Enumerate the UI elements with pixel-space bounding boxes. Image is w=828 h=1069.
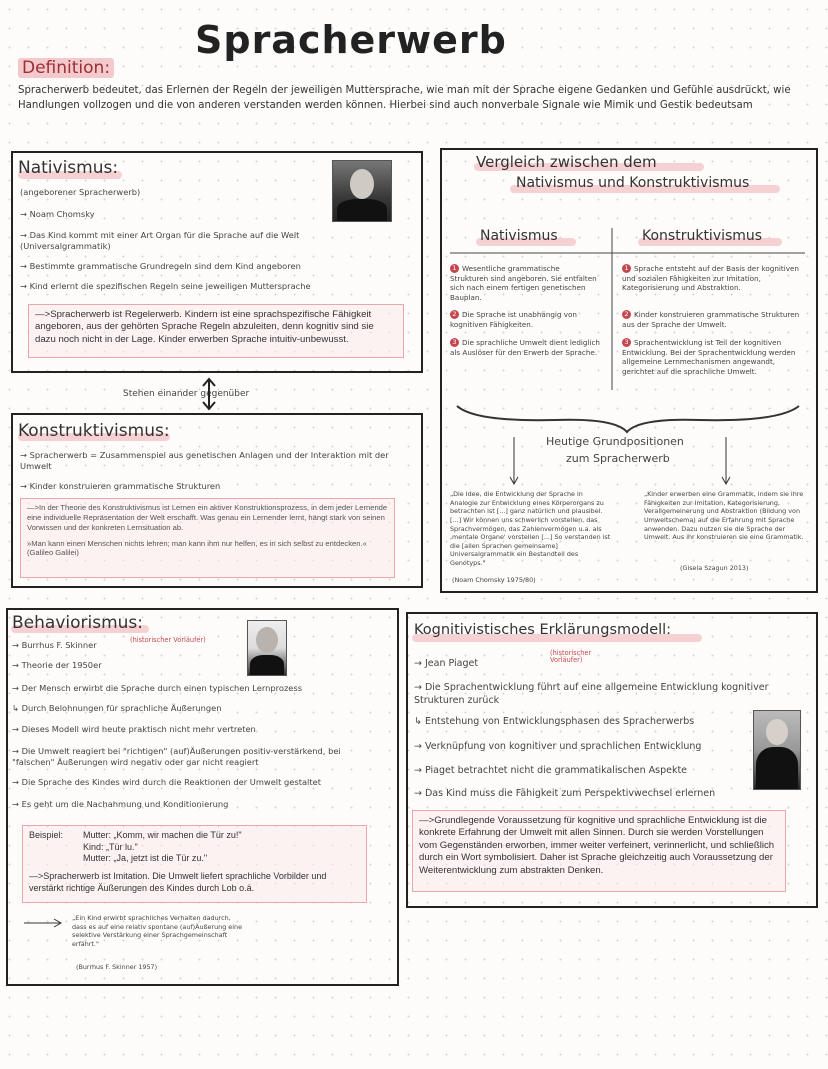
down-arrow-icon xyxy=(720,437,732,487)
skinner-portrait xyxy=(247,620,287,676)
kognitiv-note: —>Grundlegende Voraussetzung für kognitive und sprachliche Entwicklung ist die konkrete Erfahrung der Umwelt mit allen Sinnen. Durch sie werden Vorstellungen vom Gegenständen erworben, immer weiter verfeinert, verinnerlicht, und schließlich durch ein Wort symbolisiert. Daher ist Sprache gleichzeitig auch Voraussetzung der Weiterentwicklung zum abstrakten Denken. xyxy=(412,810,786,892)
behaviorismus-item: → Burrhus F. Skinner xyxy=(12,640,97,650)
konstruktivismus-note-text: —>In der Theorie des Konstruktivismus ist Lernen ein aktiver Konstruktionsprozess, in dem jeder Lernende eine individuelle Repräsentation der Welt erschafft. Was genau ein Lernender lernt, hängt stark von seinen Vorwissen und der konkreten Lernsituation ab. xyxy=(27,503,388,532)
double-arrow-icon xyxy=(200,376,218,412)
konstruktivismus-item: → Spracherwerb = Zusammenspiel aus genetischen Anlagen und der Interaktion mit der Umwelt xyxy=(20,450,389,472)
skinner-quote: „Ein Kind erwirbt sprachliches Verhalten dadurch, dass es auf eine relativ spontane (auf)Äußerung eine selektive Verstärkung einer Sprachgemeinschaft erfährt." xyxy=(72,914,242,948)
heutige-title-2: zum Spracherwerb xyxy=(566,452,670,465)
definition-text: Spracherwerb bedeutet, das Erlernen der Regeln der jeweiligen Muttersprache, wie man mit der Sprache eigene Gedanken und Gefühle ausdrückt, wie Handlungen vollzogen und die von anderen verstanden werden können. Hierbei sind auch nonverbale Signale wie Mimik und Gestik bedeutsam xyxy=(18,85,791,112)
nativismus-item: → Noam Chomsky xyxy=(20,209,95,219)
galilei-quote: »Man kann einen Menschen nichts lehren; man kann ihm nur helfen, es in sich selbst zu entdecken.« (Galileo Galilei) xyxy=(27,538,367,558)
vergleich-right-3: 3 Sprachentwicklung ist Teil der kognitiven Entwicklung. Bei der Sprachentwicklung werden allgemeine Lernmechanismen angewandt, gerichtet auf die sprachliche Umwelt. xyxy=(622,338,796,377)
piaget-portrait xyxy=(753,710,801,790)
szagun-quote-src: (Gisela Szagun 2013) xyxy=(680,564,749,572)
beispiel-line: Mutter: „Komm, wir machen die Tür zu!" xyxy=(83,830,242,840)
behaviorismus-item: → Theorie der 1950er xyxy=(12,660,102,670)
konstruktivismus-item: → Kinder konstruieren grammatische Strukturen xyxy=(20,481,221,491)
vergleich-title-2: Nativismus und Konstruktivismus xyxy=(516,175,750,191)
konstruktivismus-title: Konstruktivismus: xyxy=(18,421,170,441)
szagun-quote: „Kinder erwerben eine Grammatik, indem sie ihre Fähigkeiten zur Imitation, Kategorisierung, Verallgemeinerung und Abstraktion (Bildung von Umweltschema) auf die Erfahrung mit Sprache anwenden. Dazu nutzen sie die Sprache der Umwelt. Aus ihr konstruieren sie eine Grammatik. xyxy=(644,490,804,542)
behaviorismus-item: → Die Umwelt reagiert bei "richtigen" (auf)Äußerungen positiv-verstärkend, bei "falschen" Äußerungen wird negativ oder gar nicht reagiert xyxy=(12,746,341,768)
heutige-title-1: Heutige Grundpositionen xyxy=(546,435,684,448)
chomsky-quote-src: (Noam Chomsky 1975/80) xyxy=(452,576,536,584)
skinner-quote-src: (Burrhus F. Skinner 1957) xyxy=(76,963,158,971)
connector-text: Stehen einander gegenüber xyxy=(123,389,250,399)
beispiel-line: Mutter: „Ja, jetzt ist die Tür zu." xyxy=(83,853,208,864)
nativismus-title: Nativismus: xyxy=(18,158,119,178)
kognitiv-item: → Die Sprachentwicklung führt auf eine allgemeine Entwicklung kognitiver Strukturen zurück xyxy=(414,682,769,706)
behaviorismus-item: → Es geht um die Nachahmung und Konditionierung xyxy=(12,799,229,809)
kognitiv-item: ↳ Entstehung von Entwicklungsphasen des Spracherwerbs xyxy=(414,716,695,727)
kognitiv-item: → Jean Piaget xyxy=(414,658,479,669)
vergleich-left-2: 2 Die Sprache ist unabhängig von kognitiven Fähigkeiten. xyxy=(450,310,577,329)
nativismus-item: → Bestimmte grammatische Grundregeln sind dem Kind angeboren xyxy=(20,261,301,271)
behaviorismus-hist: (historischer Vorläufer) xyxy=(130,636,206,644)
chomsky-portrait xyxy=(332,160,392,222)
beispiel-label: Beispiel: xyxy=(29,830,64,840)
beispiel-dialog xyxy=(83,830,242,865)
kognitiv-item: → Das Kind muss die Fähigkeit zum Perspektivwechsel erlernen xyxy=(414,788,716,799)
vergleich-left-1: 1 Wesentliche grammatische Strukturen sind angeboren. Sie entfalten sich nach einem fertigen genetischen Bauplan. xyxy=(450,264,597,303)
behaviorismus-item: ↳ Durch Belohnungen für sprachliche Äußerungen xyxy=(12,703,222,713)
down-arrow-icon xyxy=(508,437,520,487)
kognitiv-hist: (historischer Vorläufer) xyxy=(550,649,592,665)
chomsky-quote: „Die Idee, die Entwicklung der Sprache in Analogie zur Entwicklung eines Körperorgans zu betrachten ist [...] ganz natürlich und plausibel. [...] Wir können uns schwerlich vorstellen, das Sprachvermögen, das Zahlenvermögen u.a. als ‚mentale Organe' vorstellen [...] So verstanden ist die [allen Sprachen gemeinsame] Universalgrammatik ein Bestandteil des Genotyps." xyxy=(450,490,611,568)
right-arrow-icon xyxy=(24,917,64,929)
vergleich-right-1: 1 Sprache entsteht auf der Basis der kognitiven und sozialen Fähigkeiten zur Imitation, Kategorisierung und Abstraktion. xyxy=(622,264,799,293)
beispiel-block xyxy=(29,830,360,865)
vergleich-left-3: 3 Die sprachliche Umwelt dient lediglich als Auslöser für den Erwerb der Sprache. xyxy=(450,338,600,357)
kognitiv-title: Kognitivistisches Erklärungsmodell: xyxy=(414,622,672,638)
vergleich-col2-heading: Konstruktivismus xyxy=(642,228,763,244)
nativismus-item: → Das Kind kommt mit einer Art Organ für die Sprache auf die Welt (Universalgrammatik) xyxy=(20,230,300,252)
behaviorismus-item: → Die Sprache des Kindes wird durch die Reaktionen der Umwelt gestaltet xyxy=(12,777,321,787)
page-title: Spracherwerb xyxy=(195,18,507,62)
behaviorismus-item: → Der Mensch erwirbt die Sprache durch einen typischen Lernprozess xyxy=(12,683,303,693)
nativismus-note: —>Spracherwerb ist Regelerwerb. Kindern ist eine sprachspezifische Fähigkeit angeboren, aus der gehörten Sprache Regeln abzuleiten, denn kognitiv sind sie dazu noch nicht in der Lage. Kinder erwerben Sprache intuitiv-unbewusst. xyxy=(28,304,404,358)
nativismus-item: → Kind erlernt die spezifischen Regeln seine jeweiligen Muttersprache xyxy=(20,281,311,291)
vergleich-title-1: Vergleich zwischen dem xyxy=(476,153,657,171)
behaviorismus-note-text: —>Spracherwerb ist Imitation. Die Umwelt liefert sprachliche Vorbilder und verstärkt richtige Äußerungen des Kindes durch Lob o.ä. xyxy=(29,871,327,893)
vergleich-col1-heading: Nativismus xyxy=(480,228,558,244)
behaviorismus-title: Behaviorismus: xyxy=(12,613,143,633)
behaviorismus-note xyxy=(22,825,367,903)
vergleich-right-2: 2 Kinder konstruieren grammatische Strukturen aus der Sprache der Umwelt. xyxy=(622,310,800,329)
kognitiv-item: → Piaget betrachtet nicht die grammatikalischen Aspekte xyxy=(414,765,688,776)
brace-icon xyxy=(455,400,805,440)
kognitiv-item: → Verknüpfung von kognitiver und sprachlichen Entwicklung xyxy=(414,741,702,752)
behaviorismus-item: → Dieses Modell wird heute praktisch nicht mehr vertreten xyxy=(12,724,256,734)
definition-label: Definition: xyxy=(18,58,114,78)
konstruktivismus-note xyxy=(20,498,395,578)
beispiel-line: Kind: „Tür lu." xyxy=(83,841,138,852)
nativismus-subtitle: (angeborener Spracherwerb) xyxy=(20,187,141,197)
